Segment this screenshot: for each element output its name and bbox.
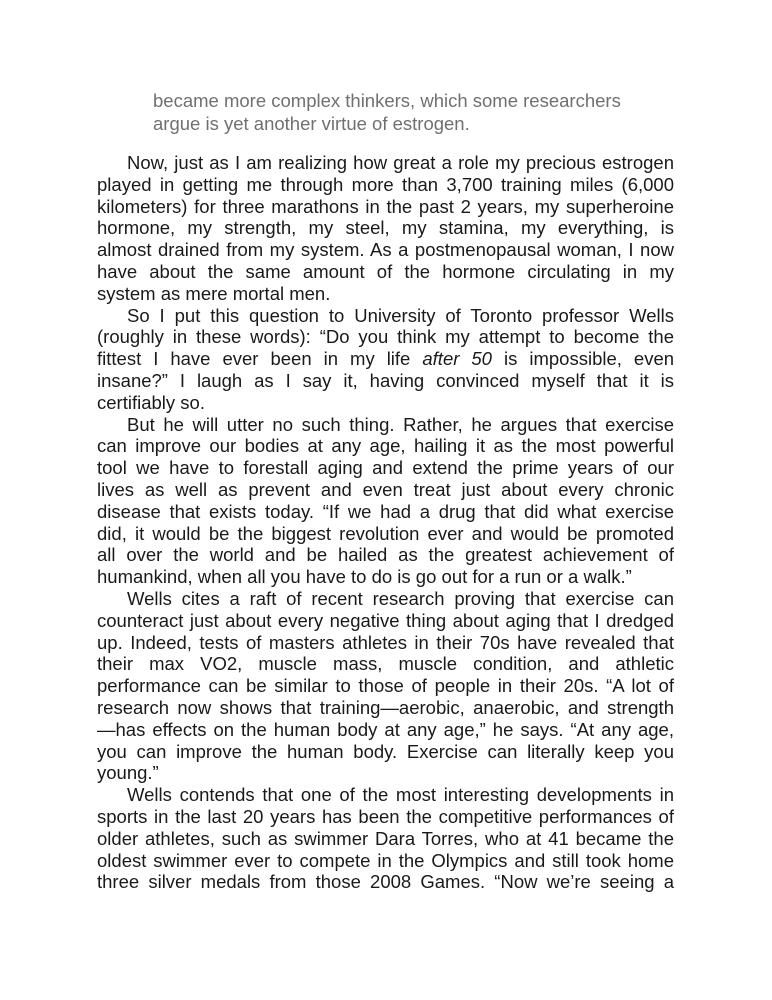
text-line: can improve our bodies at any age, hailing it as the most powerful xyxy=(97,435,674,457)
text-line: three silver medals from those 2008 Games. “Now we’re seeing a xyxy=(97,871,674,893)
text-line: up. Indeed, tests of masters athletes in their 70s have revealed that xyxy=(97,631,674,653)
text-line xyxy=(97,348,674,370)
text-line: disease that exists today. “If we had a drug that did what exercise xyxy=(97,500,674,522)
text-line: older athletes, such as swimmer Dara Torres, who at 41 became the xyxy=(97,827,674,849)
paragraph xyxy=(97,414,674,588)
text-line: oldest swimmer ever to compete in the Olympics and still took home xyxy=(97,849,674,871)
text-line: —has effects on the human body at any age,” he says. “At any age, xyxy=(97,718,674,740)
text-line: But he will utter no such thing. Rather, he argues that exercise xyxy=(127,413,674,435)
paragraph xyxy=(97,152,674,305)
quote-line: argue is yet another virtue of estrogen. xyxy=(153,112,470,134)
text-line: Wells contends that one of the most interesting developments in xyxy=(127,784,674,806)
text-line: performance can be similar to those of people in their 20s. “A lot of xyxy=(97,675,674,697)
text-line: research now shows that training—aerobic, anaerobic, and strength xyxy=(97,696,674,718)
text-line: Now, just as I am realizing how great a role my precious estrogen xyxy=(127,152,674,173)
text-line: played in getting me through more than 3,700 training miles (6,000 xyxy=(97,173,674,195)
text-line: lives as well as prevent and even treat just about every chronic xyxy=(97,478,674,500)
paragraph xyxy=(97,305,674,414)
text-line: you can improve the human body. Exercise can literally keep you xyxy=(97,740,674,762)
text-line: humankind, when all you have to do is go out for a run or a walk.” xyxy=(97,566,632,588)
body-text xyxy=(97,152,674,893)
text-line: have about the same amount of the hormone circulating in my xyxy=(97,260,674,282)
text-segment: is impossible, even xyxy=(504,348,675,370)
text-line: certifiably so. xyxy=(97,391,205,413)
text-line: almost drained from my system. As a postmenopausal woman, I now xyxy=(97,239,674,261)
block-quote xyxy=(153,90,653,135)
text-line: young.” xyxy=(97,762,159,784)
text-line: kilometers) for three marathons in the past 2 years, my superheroine xyxy=(97,195,674,217)
text-line: tool we have to forestall aging and extend the prime years of our xyxy=(97,457,674,479)
text-line: (roughly in these words): “Do you think my attempt to become the xyxy=(97,326,674,348)
text-line: sports in the last 20 years has been the competitive performances of xyxy=(97,805,674,827)
emphasis-text: after 50 xyxy=(422,348,492,370)
paragraph xyxy=(97,588,674,784)
text-line: did, it would be the biggest revolution ever and would be promoted xyxy=(97,522,674,544)
text-line: all over the world and be hailed as the greatest achievement of xyxy=(97,544,674,566)
text-line: Wells cites a raft of recent research proving that exercise can xyxy=(127,587,674,609)
text-line: insane?” I laugh as I say it, having convinced myself that it is xyxy=(97,369,674,391)
text-segment: fittest I have ever been in my life xyxy=(97,348,411,370)
text-line: hormone, my strength, my steel, my stamina, my everything, is xyxy=(97,217,674,239)
text-line: counteract just about every negative thing about aging that I dredged xyxy=(97,609,674,631)
text-line: So I put this question to University of Toronto professor Wells xyxy=(127,304,674,326)
text-line: their max VO2, muscle mass, muscle condition, and athletic xyxy=(97,653,674,675)
quote-line: became more complex thinkers, which some researchers xyxy=(153,90,621,111)
paragraph xyxy=(97,784,674,893)
text-line: system as mere mortal men. xyxy=(97,282,331,304)
